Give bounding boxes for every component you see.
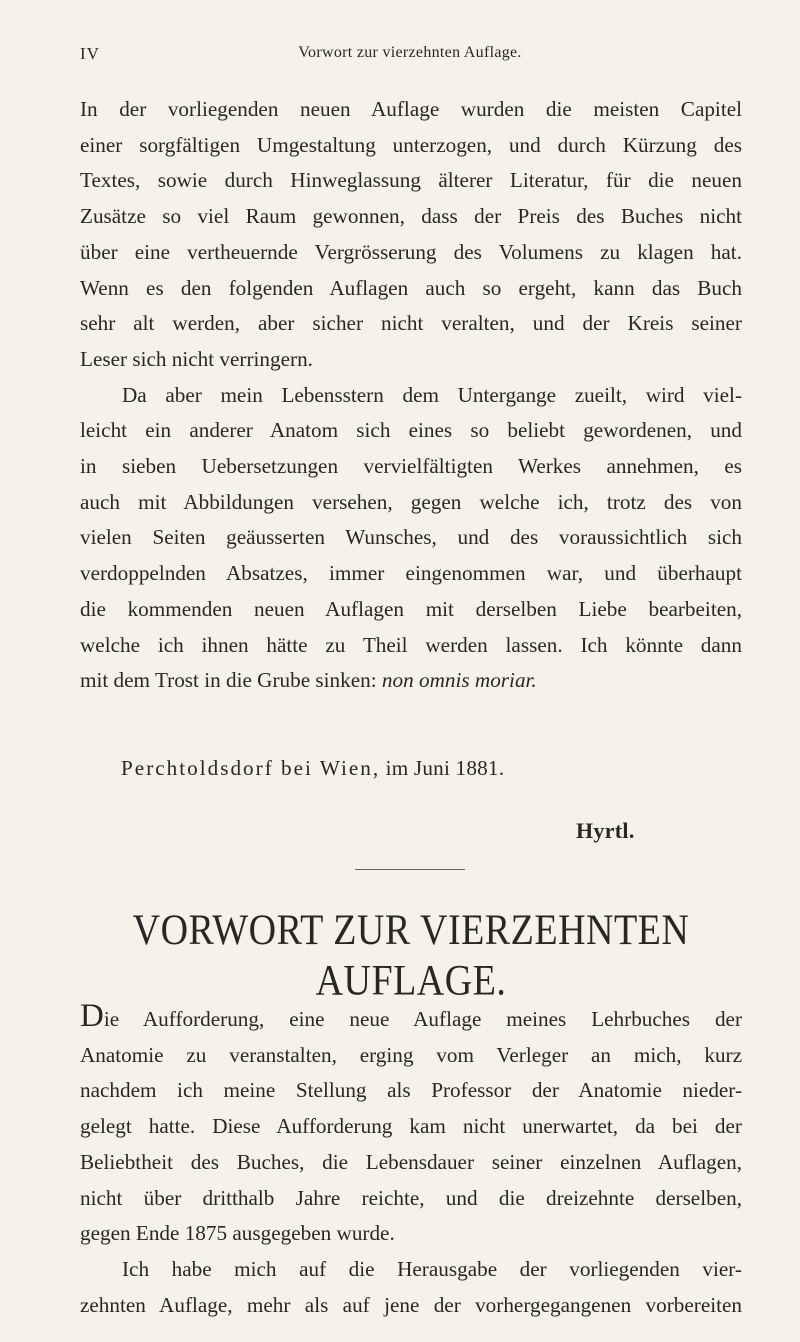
- section-heading: VORWORT ZUR VIERZEHNTEN AUFLAGE.: [132, 906, 690, 1006]
- dateline: [121, 756, 504, 781]
- first-line-text: ie Aufforderung, eine neue Auflage meines Lehrbuches der: [103, 1007, 742, 1031]
- text-line: Beliebtheit des Buches, die Lebensdauer seiner einzelnen Auflagen,: [80, 1149, 742, 1174]
- dateline-place: Perchtoldsdorf bei Wien,: [121, 756, 381, 780]
- text-line: nachdem ich meine Stellung als Professor der Anatomie nieder-: [80, 1078, 742, 1103]
- text-line: Textes, sowie durch Hinweglassung älterer Literatur, für die neuen: [80, 168, 742, 193]
- text-line-final: [80, 663, 742, 699]
- text-line: welche ich ihnen hätte zu Theil werden lassen. Ich könnte dann: [80, 632, 742, 657]
- text-line: gelegt hatte. Diese Aufforderung kam nicht unerwartet, da bei der: [80, 1114, 742, 1139]
- latin-quote: non omnis moriar.: [381, 668, 537, 693]
- text-line: einer sorgfältigen Umgestaltung unterzogen, und durch Kürzung des: [80, 132, 742, 157]
- signature: Hyrtl.: [576, 818, 635, 843]
- text-line: leicht ein anderer Anatom sich eines so beliebt gewordenen, und: [80, 418, 742, 443]
- text-line: Anatomie zu veranstalten, erging vom Verleger an mich, kurz: [80, 1042, 742, 1067]
- preceding-preface-text: [80, 92, 742, 699]
- text-line: über eine vertheuernde Vergrösserung des Volumens zu klagen hat.: [80, 239, 742, 264]
- running-head: [80, 44, 740, 68]
- text-line: verdoppelnden Absatzes, immer eingenommen war, und überhaupt: [80, 561, 742, 586]
- text-line: sehr alt werden, aber sicher nicht veralten, und der Kreis seiner: [80, 311, 742, 336]
- text-line: Wenn es den folgenden Auflagen auch so ergeht, kann das Buch: [80, 275, 742, 300]
- text-line: vielen Seiten geäusserten Wunsches, und des voraussichtlich sich: [80, 525, 742, 550]
- text-line: Da aber mein Lebensstern dem Untergange zueilt, wird viel-: [122, 382, 742, 407]
- drop-cap: D: [80, 998, 104, 1034]
- final-line-text: mit dem Trost in die Grube sinken:: [80, 668, 382, 693]
- text-line: gegen Ende 1875 ausgegeben wurde.: [80, 1221, 395, 1246]
- text-line: In der vorliegenden neuen Auflage wurden die meisten Capitel: [80, 97, 742, 121]
- page-number: IV: [80, 44, 100, 63]
- dateline-date: im Juni 1881.: [380, 756, 505, 780]
- text-line: nicht über dritthalb Jahre reichte, und die dreizehnte derselben,: [80, 1185, 742, 1210]
- running-title: Vorwort zur vierzehnten Auflage.: [298, 44, 522, 61]
- text-line: Zusätze so viel Raum gewonnen, dass der Preis des Buches nicht: [80, 204, 742, 229]
- text-line-first: [80, 998, 742, 1038]
- section-divider: [355, 869, 465, 870]
- section-text: [80, 998, 742, 1323]
- text-line: die kommenden neuen Auflagen mit derselben Liebe bearbeiten,: [80, 596, 742, 621]
- text-line: in sieben Uebersetzungen vervielfältigten Werkes annehmen, es: [80, 454, 742, 479]
- text-line: Ich habe mich auf die Herausgabe der vorliegenden vier-: [122, 1256, 742, 1281]
- text-line: Leser sich nicht verringern.: [80, 346, 313, 371]
- text-line: auch mit Abbildungen versehen, gegen welche ich, trotz des von: [80, 489, 742, 514]
- text-line: zehnten Auflage, mehr als auf jene der vorhergegangenen vorbereiten: [80, 1292, 742, 1317]
